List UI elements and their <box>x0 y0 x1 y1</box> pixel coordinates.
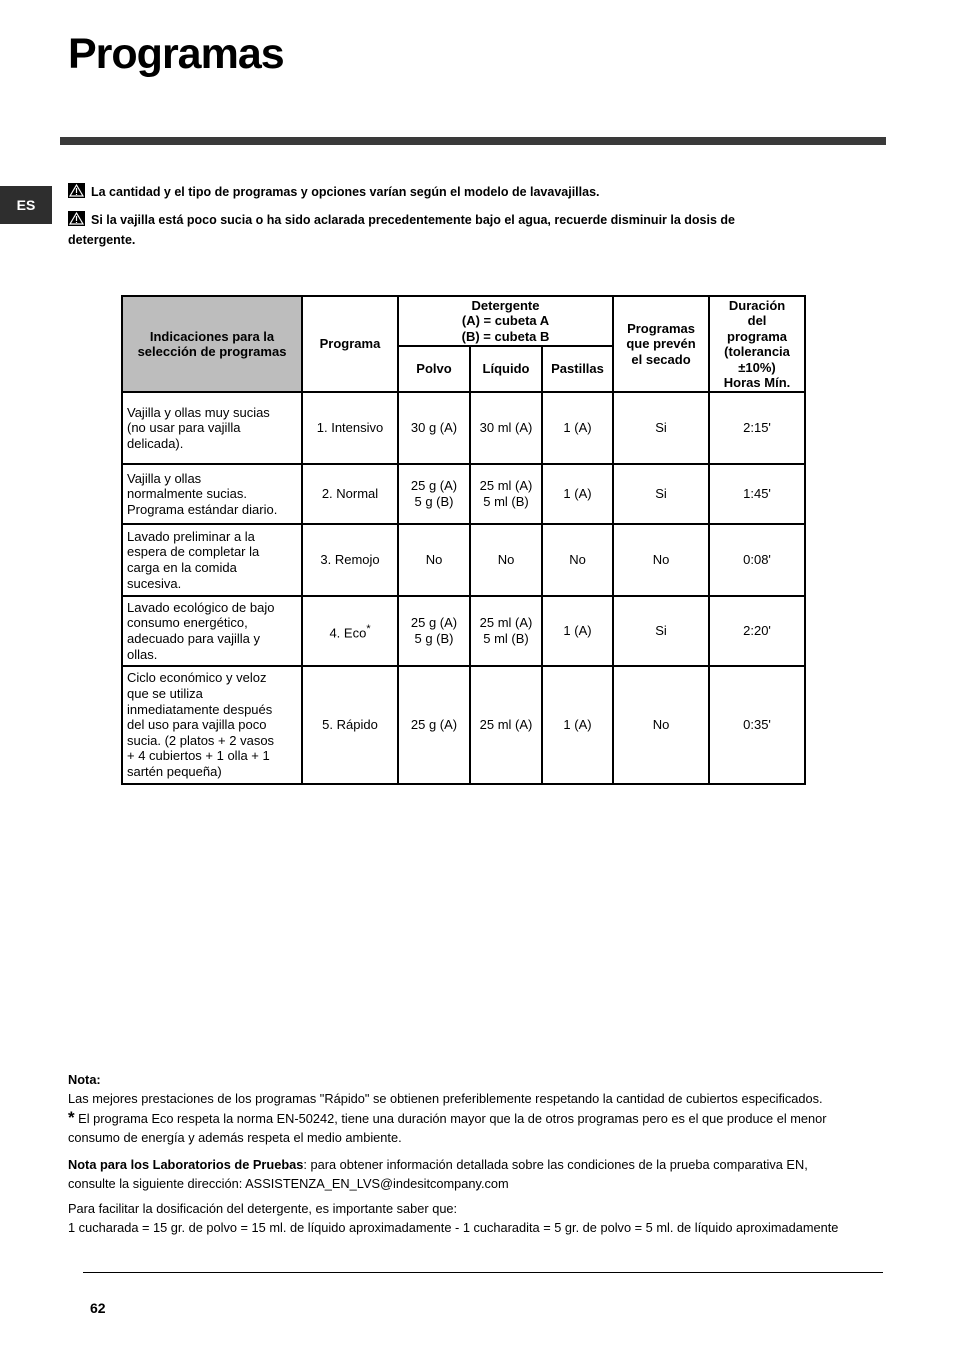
cell-powder: 25 g (A) <box>398 666 470 784</box>
cell-duration: 0:08' <box>709 524 805 596</box>
cell-duration: 2:15' <box>709 392 805 464</box>
table-row <box>122 392 805 464</box>
cell-liquid: 30 ml (A) <box>470 392 542 464</box>
footer-divider <box>83 1272 883 1273</box>
table-row <box>122 666 805 784</box>
cell-program: 3. Remojo <box>302 524 398 596</box>
cell-powder: 30 g (A) <box>398 392 470 464</box>
cell-drying: Si <box>613 464 709 524</box>
lab-note-text-1: : para obtener información detallada sobre las condiciones de la prueba comparativa EN, <box>303 1157 808 1172</box>
header-program: Programa <box>302 296 398 392</box>
page-title: Programas <box>68 30 284 78</box>
cell-tablets: 1 (A) <box>542 464 613 524</box>
cell-program: 4. Eco* <box>302 596 398 666</box>
warning-triangle-icon <box>68 183 85 198</box>
dosage-line-2: 1 cucharada = 15 gr. de polvo = 15 ml. de líquido aproximadamente - 1 cucharadita = 5 gr. de polvo = 5 ml. de líquido aproximadamente <box>68 1220 839 1235</box>
note-label: Nota: <box>68 1072 101 1087</box>
cell-drying: Si <box>613 596 709 666</box>
header-liquid: Líquido <box>470 346 542 392</box>
cell-description: Vajilla y ollas normalmente sucias. Programa estándar diario. <box>122 464 302 524</box>
programs-table <box>121 295 806 785</box>
asterisk-mark: * <box>366 622 371 635</box>
cell-liquid: 25 ml (A) <box>470 666 542 784</box>
table-row <box>122 596 805 666</box>
note-line-3: consumo de energía y además respeta el medio ambiente. <box>68 1130 402 1145</box>
warning-text-2a: Si la vajilla está poco sucia o ha sido aclarada precedentemente bajo el agua, recuerde disminuir la dosis de <box>91 213 735 227</box>
cell-tablets: 1 (A) <box>542 596 613 666</box>
header-drying: Programas que prevén el secado <box>613 296 709 392</box>
cell-program: 5. Rápido <box>302 666 398 784</box>
cell-tablets: No <box>542 524 613 596</box>
cell-description: Vajilla y ollas muy sucias (no usar para vajilla delicada). <box>122 392 302 464</box>
dosage-line-1: Para facilitar la dosificación del detergente, es importante saber que: <box>68 1201 458 1216</box>
cell-description: Lavado ecológico de bajo consumo energético, adecuado para vajilla y ollas. <box>122 596 302 666</box>
cell-tablets: 1 (A) <box>542 392 613 464</box>
cell-powder: No <box>398 524 470 596</box>
dosage-note <box>68 1199 908 1237</box>
lab-note <box>68 1155 908 1193</box>
cell-powder: 25 g (A) 5 g (B) <box>398 464 470 524</box>
cell-liquid: 25 ml (A) 5 ml (B) <box>470 464 542 524</box>
cell-duration: 2:20' <box>709 596 805 666</box>
language-tab: ES <box>0 186 52 224</box>
warning-triangle-icon <box>68 211 85 226</box>
warning-note-2 <box>68 210 828 250</box>
note-line-1: Las mejores prestaciones de los programas "Rápido" se obtienen preferiblemente respetando la cantidad de cubiertos especificados. <box>68 1091 823 1106</box>
cell-liquid: 25 ml (A) 5 ml (B) <box>470 596 542 666</box>
note-line-2: * El programa Eco respeta la norma EN-50242, tiene una duración mayor que la de otros programas pero es el que produce el menor <box>68 1108 827 1127</box>
cell-duration: 1:45' <box>709 464 805 524</box>
cell-description: Lavado preliminar a la espera de completar la carga en la comida sucesiva. <box>122 524 302 596</box>
asterisk-mark: * <box>68 1108 75 1127</box>
cell-duration: 0:35' <box>709 666 805 784</box>
cell-description: Ciclo económico y veloz que se utiliza inmediatamente después del uso para vajilla poco sucia. (2 platos + 2 vasos + 4 cubiertos + 1 olla + 1 sartén pequeña) <box>122 666 302 784</box>
title-divider-bar <box>60 137 886 145</box>
cell-liquid: No <box>470 524 542 596</box>
warning-text-2b: detergente. <box>68 233 136 247</box>
cell-tablets: 1 (A) <box>542 666 613 784</box>
lab-note-label: Nota para los Laboratorios de Pruebas <box>68 1157 304 1172</box>
header-tablets: Pastillas <box>542 346 613 392</box>
page-number: 62 <box>90 1300 106 1316</box>
header-duration: Duración del programa (tolerancia ±10%) Horas Mín. <box>709 296 805 392</box>
cell-drying: No <box>613 666 709 784</box>
cell-drying: No <box>613 524 709 596</box>
cell-powder: 25 g (A) 5 g (B) <box>398 596 470 666</box>
cell-drying: Si <box>613 392 709 464</box>
lab-note-text-2: consulte la siguiente dirección: ASSISTENZA_EN_LVS@indesitcompany.com <box>68 1176 509 1191</box>
table-row <box>122 464 805 524</box>
header-detergent: Detergente (A) = cubeta A (B) = cubeta B <box>398 296 613 346</box>
header-selection: Indicaciones para la selección de programas <box>122 296 302 392</box>
warning-note-1 <box>68 182 828 202</box>
warning-text-1: La cantidad y el tipo de programas y opciones varían según el modelo de lavavajillas. <box>91 185 600 199</box>
table-row <box>122 524 805 596</box>
cell-program: 1. Intensivo <box>302 392 398 464</box>
cell-program: 2. Normal <box>302 464 398 524</box>
notes-block <box>68 1070 908 1147</box>
header-powder: Polvo <box>398 346 470 392</box>
